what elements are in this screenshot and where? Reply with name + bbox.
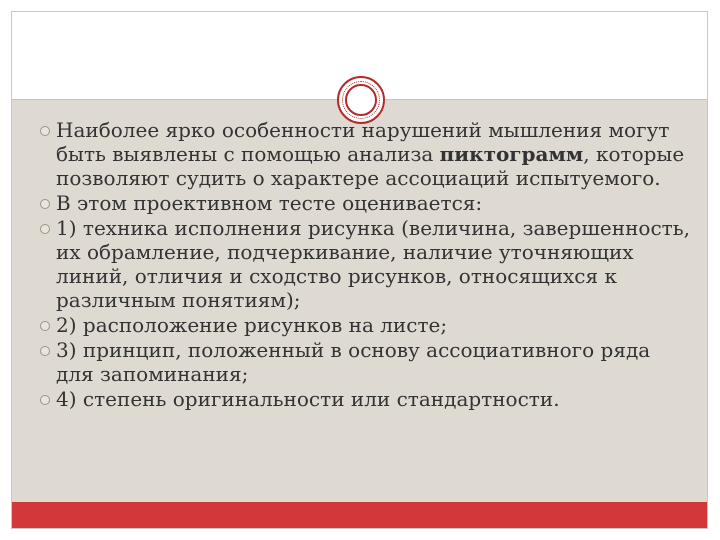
bottom-accent-bar xyxy=(12,502,707,528)
bullet-text: 2) расположение рисунков на листе; xyxy=(56,313,448,337)
bullet-item xyxy=(40,118,690,190)
bullet-text: 3) принцип, положенный в основу ассоциативного ряда для запоминания; xyxy=(56,338,651,386)
bullet-item xyxy=(40,338,690,386)
bullet-text-part: Наиболее ярко особенности нарушений мышления могут быть выявлены с помощью анализа xyxy=(56,118,670,166)
bullet-text: 4) степень оригинальности или стандартности. xyxy=(56,387,560,411)
bullet-icon xyxy=(40,199,50,209)
bullet-icon xyxy=(40,321,50,331)
bullet-icon xyxy=(40,224,50,234)
bullet-text-part: , которые позволяют судить о характере ассоциаций испытуемого. xyxy=(56,142,685,190)
bullet-text: В этом проективном тесте оценивается: xyxy=(56,191,483,215)
bullet-text: 1) техника исполнения рисунка (величина, завершенность, их обрамление, подчеркивание, наличие уточняющих линий, отличия и сходство рисунков, относящихся к различным понятиям); xyxy=(56,216,690,312)
circle-ornament-icon xyxy=(337,76,385,124)
bullet-icon xyxy=(40,126,50,136)
ornament-inner-ring xyxy=(345,84,377,116)
bullet-icon xyxy=(40,395,50,405)
bullet-item xyxy=(40,387,690,411)
bullet-text-bold: пиктограмм xyxy=(439,142,584,166)
bullet-item xyxy=(40,216,690,312)
bullet-icon xyxy=(40,346,50,356)
bullet-item xyxy=(40,191,690,215)
bullet-item xyxy=(40,313,690,337)
bullet-list xyxy=(40,118,690,412)
